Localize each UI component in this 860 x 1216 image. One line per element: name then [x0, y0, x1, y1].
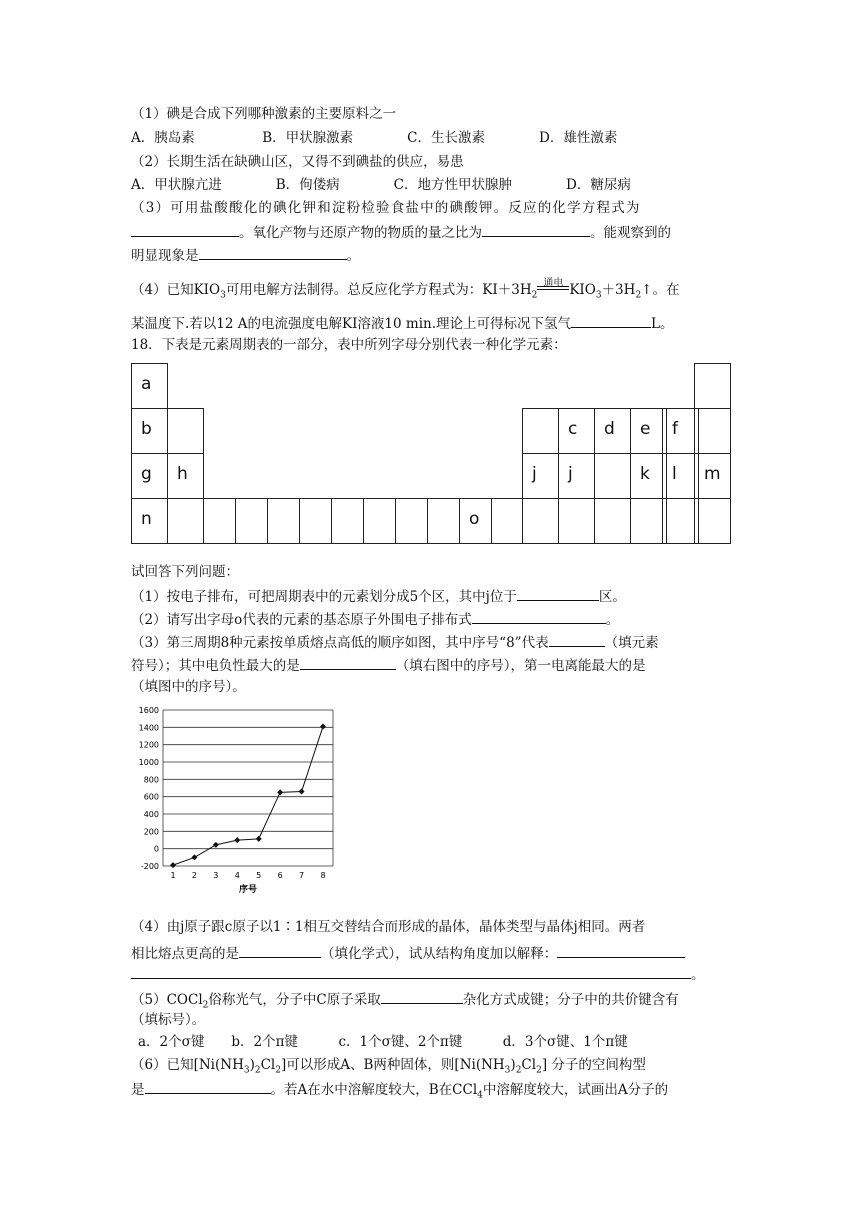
answer-blank[interactable]: [199, 244, 347, 260]
q3-line-c: [131, 244, 360, 266]
x-tick-label: 5: [256, 871, 262, 880]
subscript: 2: [275, 1065, 281, 1076]
element-cell: a: [131, 363, 168, 409]
s1-text: （1）按电子排布，可把周期表中的元素划分成5个区，其中j位于: [131, 589, 517, 605]
element-cell: d: [594, 408, 631, 454]
data-point: [170, 862, 176, 868]
element-cell: [167, 408, 204, 454]
equation-condition: 通电: [543, 278, 564, 289]
s6-mid2: Cl: [521, 1057, 537, 1073]
subscript: 2: [531, 290, 538, 301]
s5-mid: 俗称光气，分子中C原子采取: [208, 992, 381, 1008]
y-tick-label: 0: [153, 844, 159, 854]
element-cell: [235, 498, 268, 544]
answer-blank[interactable]: [549, 631, 605, 647]
y-tick-label: 400: [143, 810, 159, 819]
element-cell: o: [459, 498, 492, 544]
answer-blank[interactable]: [239, 942, 321, 958]
element-cell: [594, 498, 631, 544]
q3c-end: 。: [346, 248, 360, 264]
s3a-end: （填元素: [604, 635, 659, 651]
s3-line-b: [131, 654, 646, 676]
subscript: 2: [254, 1065, 261, 1076]
s2-text: （2）请写出字母o代表的元素的基态原子外围电子排布式: [131, 612, 472, 628]
chart-plot-area: [139, 706, 333, 895]
element-cell: m: [694, 453, 731, 499]
element-cell: b: [131, 408, 168, 454]
q1-text: （1）碘是合成下列哪种激素的主要原料之一: [131, 106, 397, 122]
y-tick-label: 200: [143, 827, 159, 837]
s4b-end: （填化学式），试从结构角度加以解释：: [321, 946, 558, 962]
q4-tail: ↑。在: [641, 282, 680, 298]
s6-line-a: [131, 1055, 646, 1081]
data-point: [191, 854, 197, 860]
element-cell: [558, 498, 595, 544]
element-cell: j: [558, 453, 595, 499]
ask-text: 试回答下列问题：: [131, 564, 239, 580]
s3b-text: 符号）；其中电负性最大的是: [131, 658, 300, 674]
answer-blank[interactable]: [131, 963, 691, 979]
s5-end: 杂化方式成键；分子中的共价键含有: [462, 992, 679, 1008]
subscript: 2: [202, 1000, 209, 1011]
element-cell: [694, 363, 731, 409]
element-cell: [395, 498, 428, 544]
element-cell: e: [630, 408, 667, 454]
s3b-end: （填右图中的序号），第一电离能最大的是: [395, 658, 646, 674]
answer-blank[interactable]: [482, 221, 590, 237]
element-cell: g: [131, 453, 168, 499]
s4-line-c: [131, 963, 705, 985]
q2-options: A．甲状腺亢进 B．佝偻病 C．地方性甲状腺肿 D．糖尿病: [131, 177, 631, 193]
subscript: 2: [635, 290, 642, 301]
equation-arrow: [537, 274, 569, 294]
data-point: [234, 837, 240, 843]
element-cell: [203, 498, 236, 544]
data-point: [320, 723, 326, 729]
q4-line-b: [131, 312, 673, 334]
y-tick-label: 600: [143, 792, 159, 802]
subscript: 3: [220, 290, 226, 301]
s2-line: [131, 608, 619, 630]
s3-line-a: [131, 631, 659, 653]
answer-blank[interactable]: [517, 585, 599, 601]
x-tick-label: 7: [299, 871, 305, 880]
element-cell: [331, 498, 364, 544]
element-cell: [267, 498, 300, 544]
s5-line-a: [131, 988, 679, 1016]
s1-line: [131, 585, 626, 607]
subscript: 2: [515, 1065, 522, 1076]
data-point: [277, 789, 283, 795]
q1-options: A．胰岛素 B．甲状腺激素 C．生长激素 D．雄性激素: [131, 130, 618, 146]
s1-end: 区。: [598, 589, 626, 605]
y-tick-label: -200: [140, 862, 159, 871]
s6b-pre: 是: [131, 1082, 145, 1098]
s4c-end: 。: [691, 967, 705, 983]
q4-mid: 可用电解方法制得。总反应化学方程式为：KI＋3H: [225, 282, 532, 298]
answer-blank[interactable]: [381, 988, 463, 1004]
y-tick-label: 1000: [138, 758, 159, 767]
element-cell: j: [522, 453, 559, 499]
x-axis-label: 序号: [238, 885, 258, 895]
s4-line-a: （4）由j原子跟c原子以1∶1相互交替结合而形成的晶体，晶体类型与晶体j相同。两者: [131, 919, 646, 935]
q4-prod: KIO: [569, 282, 596, 298]
s6-line-b: [131, 1078, 668, 1106]
data-point: [213, 842, 219, 848]
element-cell: [427, 498, 460, 544]
data-point: [256, 836, 262, 842]
q3-line-a: （3）可用盐酸酸化的碘化钾和淀粉检验食盐中的碘酸钾。反应的化学方程式为: [131, 200, 641, 216]
x-tick-label: 8: [320, 871, 326, 880]
q3-line-b: [131, 221, 671, 243]
subscript: 2: [536, 1065, 542, 1076]
y-tick-label: 1600: [138, 706, 159, 715]
melting-point-chart: [131, 700, 341, 895]
answer-blank[interactable]: [300, 654, 396, 670]
s6b-end: 中溶解度较大，试画出A分子的: [482, 1082, 669, 1098]
x-tick-label: 1: [170, 871, 176, 880]
q3c-text: 明显现象是: [131, 248, 199, 264]
q3-end-text: 。能观察到的: [590, 225, 671, 241]
y-tick-label: 1400: [138, 723, 159, 733]
element-cell: l: [662, 453, 699, 499]
s6-pre: （6）已知[Ni(NH: [131, 1057, 244, 1073]
subscript: 3: [243, 1065, 250, 1076]
element-cell: [594, 453, 631, 499]
answer-blank[interactable]: [472, 608, 606, 624]
s4-line-b: [131, 942, 685, 964]
s3-line-c: （填图中的序号）。: [131, 679, 246, 695]
q4-pre: （4）已知KIO: [131, 282, 221, 298]
element-cell: [694, 408, 731, 454]
element-cell: c: [558, 408, 595, 454]
answer-blank[interactable]: [145, 1078, 271, 1094]
s6b-mid: 。若A在水中溶解度较大，B在CCl: [270, 1082, 478, 1098]
element-cell: [363, 498, 396, 544]
q3-mid-text: 。氧化产物与还原产物的物质的量之比为: [239, 225, 482, 241]
s5-line-b: （填标号）。: [131, 1012, 206, 1028]
periodic-table: [131, 363, 733, 544]
s6-mid: ): [510, 1057, 516, 1073]
s3a-text: （3）第三周期8种元素按单质熔点高低的顺序如图，其中序号“8”代表: [131, 635, 549, 651]
s2-end: 。: [605, 612, 620, 628]
q2-text: （2）长期生活在缺碘山区，又得不到碘盐的供应，易患: [131, 154, 464, 170]
x-tick-label: 6: [277, 871, 283, 880]
element-cell: [694, 498, 731, 544]
s5-pre: （5）COCl: [131, 992, 203, 1008]
s6-mid2: Cl: [260, 1057, 276, 1073]
subscript: 4: [477, 1090, 483, 1101]
x-tick-label: 4: [234, 871, 240, 880]
element-cell: [522, 498, 559, 544]
subscript: 3: [504, 1065, 511, 1076]
answer-blank[interactable]: [571, 312, 651, 328]
answer-blank[interactable]: [557, 942, 685, 958]
s6-end: ] 分子的空间构型: [541, 1057, 646, 1073]
s5-options: a．2个σ键 b．2个π键 c．1个σ键、2个π键 d．3个σ键、1个π键: [138, 1034, 628, 1050]
s6-mid: ): [249, 1057, 255, 1073]
series-line: [173, 726, 323, 865]
x-tick-label: 2: [191, 871, 197, 880]
y-tick-label: 800: [143, 775, 159, 785]
s4b-text: 相比熔点更高的是: [131, 946, 239, 962]
element-cell: k: [630, 453, 667, 499]
element-cell: [299, 498, 332, 544]
y-tick-label: 1200: [138, 740, 159, 750]
q4-end: ＋3H: [601, 282, 636, 298]
element-cell: n: [131, 498, 168, 544]
data-point: [299, 788, 305, 794]
q4-line-a: [131, 280, 679, 306]
element-cell: h: [167, 453, 204, 499]
subscript: 3: [595, 290, 602, 301]
answer-blank[interactable]: [131, 221, 239, 237]
element-cell: f: [662, 408, 699, 454]
q4b-end: L。: [651, 316, 674, 332]
s6-mid3: ]可以形成A、B两种固体，则[Ni(NH: [280, 1057, 505, 1073]
element-cell: [522, 408, 559, 454]
q4b-text: 某温度下.若以12 A的电流强度电解KI溶液10 min.理论上可得标况下氢气: [131, 316, 572, 332]
element-cell: [167, 498, 204, 544]
q18-title: 18．下表是元素周期表的一部分，表中所列字母分别代表一种化学元素：: [131, 337, 567, 353]
element-cell: [491, 498, 523, 544]
x-tick-label: 3: [213, 871, 219, 880]
